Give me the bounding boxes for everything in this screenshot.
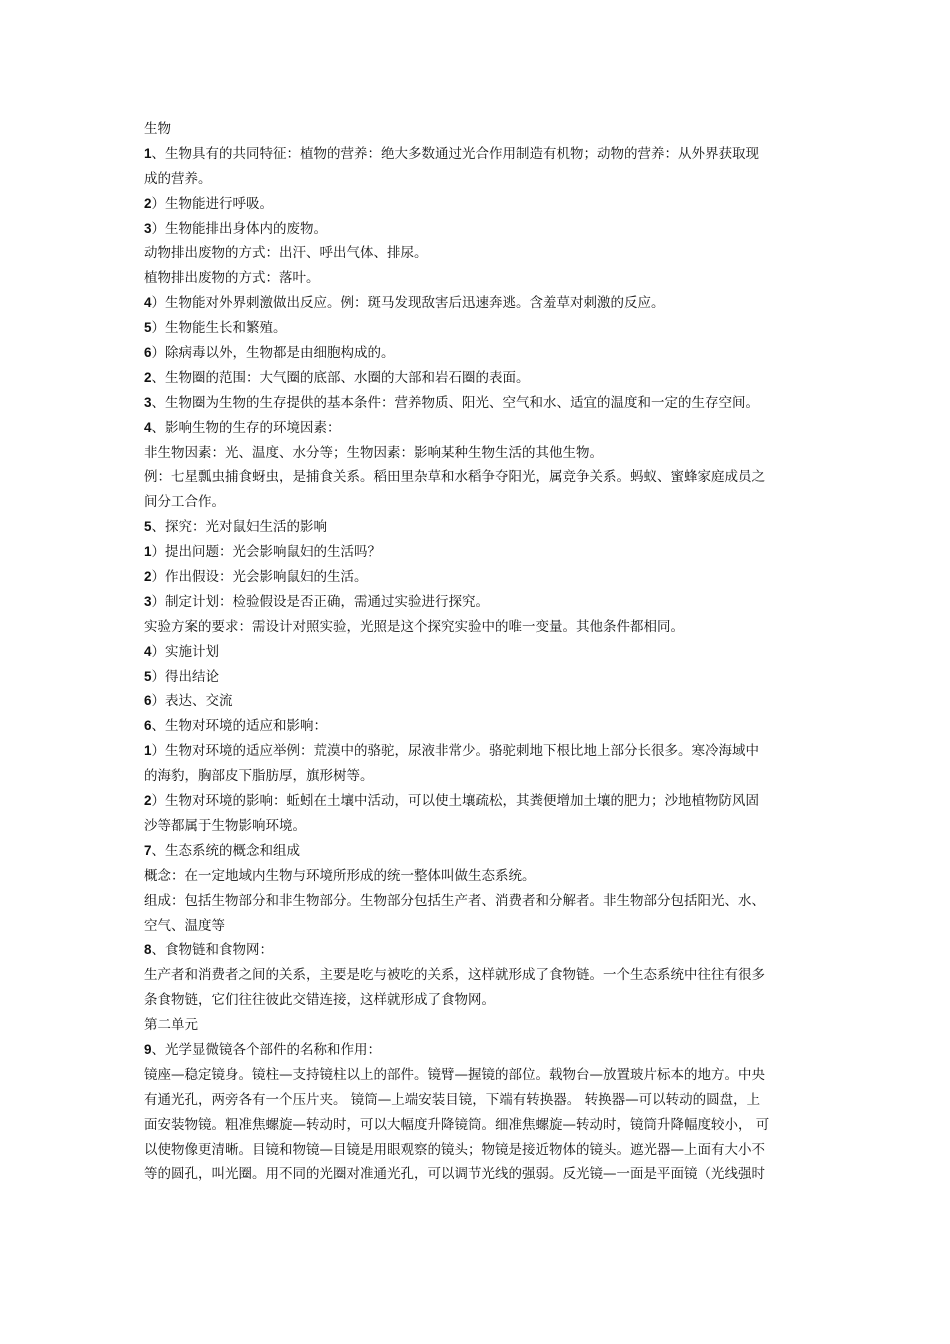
line-text: 、生物对环境的适应和影响：: [151, 718, 328, 735]
item-number: 6: [144, 718, 152, 734]
line-text: ）生物能排出身体内的废物。: [151, 220, 328, 237]
text-line: [144, 839, 812, 864]
item-number: 2: [144, 569, 152, 585]
text-line: [144, 366, 812, 391]
line-text: ）除病毒以外，生物都是由细胞构成的。: [151, 345, 395, 362]
text-line: [144, 938, 812, 963]
line-text: 概念：在一定地域内生物与环境所形成的统一整体叫做生态系统。: [144, 867, 536, 884]
item-number: 7: [144, 842, 152, 858]
item-number: 4: [144, 419, 152, 435]
line-text: ）实施计划: [151, 643, 220, 660]
text-line: [144, 117, 812, 142]
text-line: [144, 789, 812, 814]
text-line: [144, 266, 812, 291]
line-text: 第二单元: [144, 1017, 198, 1034]
line-text: 、食物链和食物网：: [151, 942, 274, 959]
text-line: [144, 615, 812, 640]
text-line: [144, 914, 812, 939]
line-text: ）表达、交流: [151, 693, 233, 710]
text-line: [144, 515, 812, 540]
line-text: ）生物对环境的适应举例：荒漠中的骆驼，尿液非常少。骆驼刺地下根比地上部分长很多。寒冷海域中: [151, 743, 760, 760]
line-text: ）生物能对外界刺激做出反应。例：斑马发现敌害后迅速奔逃。含羞草对刺激的反应。: [151, 295, 665, 312]
line-text: 、影响生物的生存的环境因素：: [151, 419, 341, 436]
line-text: 间分工合作。: [144, 494, 225, 511]
text-line: [144, 416, 812, 441]
line-text: 条食物链，它们往往彼此交错连接，这样就形成了食物网。: [144, 992, 495, 1009]
text-line: [144, 814, 812, 839]
item-number: 2: [144, 793, 152, 809]
line-text: 面安装物镜。粗准焦螺旋—转动时，可以大幅度升降镜筒。细准焦螺旋—转动时，镜筒升降幅度较小， 可: [144, 1116, 770, 1133]
text-line: [144, 192, 812, 217]
item-number: 3: [144, 593, 152, 609]
text-line: [144, 1113, 812, 1138]
text-line: [144, 889, 812, 914]
line-text: 动物排出废物的方式：出汗、呼出气体、排尿。: [144, 245, 428, 262]
text-line: [144, 640, 812, 665]
line-text: 、生物圈的范围：大气圈的底部、水圈的大部和岩石圈的表面。: [151, 369, 530, 386]
item-number: 5: [144, 320, 152, 336]
item-number: 1: [144, 145, 152, 161]
line-text: 组成：包括生物部分和非生物部分。生物部分包括生产者、消费者和分解者。非生物部分包括阳光、水、: [144, 892, 765, 909]
text-line: [144, 1013, 812, 1038]
item-number: 2: [144, 369, 152, 385]
text-line: [144, 988, 812, 1013]
item-number: 3: [144, 394, 152, 410]
item-number: 4: [144, 643, 152, 659]
line-text: ）生物对环境的影响：蚯蚓在土壤中活动，可以使土壤疏松，其粪便增加土壤的肥力；沙地植物防风固: [151, 793, 760, 810]
text-line: [144, 864, 812, 889]
line-text: 以使物像更清晰。目镜和物镜—目镜是用眼观察的镜头；物镜是接近物体的镜头。遮光器—上面有大小不: [144, 1141, 765, 1158]
item-number: 6: [144, 693, 152, 709]
text-line: [144, 1162, 812, 1187]
item-number: 9: [144, 1041, 152, 1057]
text-line: [144, 441, 812, 466]
text-line: [144, 391, 812, 416]
text-line: [144, 540, 812, 565]
text-line: [144, 241, 812, 266]
line-text: ）生物能生长和繁殖。: [151, 320, 287, 337]
line-text: 、生物圈为生物的生存提供的基本条件：营养物质、阳光、空气和水、适宜的温度和一定的生存空间。: [151, 394, 760, 411]
item-number: 6: [144, 345, 152, 361]
item-number: 5: [144, 668, 152, 684]
line-text: ）生物能进行呼吸。: [151, 195, 274, 212]
item-number: 5: [144, 519, 152, 535]
item-number: 1: [144, 544, 152, 560]
text-line: [144, 291, 812, 316]
line-text: 、光学显微镜各个部件的名称和作用：: [151, 1041, 382, 1058]
text-line: [144, 714, 812, 739]
line-text: 、生态系统的概念和组成: [151, 842, 301, 859]
text-line: [144, 665, 812, 690]
document-body: [144, 117, 812, 1187]
line-text: 植物排出废物的方式：落叶。: [144, 270, 320, 287]
line-text: ）制定计划：检验假设是否正确，需通过实验进行探究。: [151, 593, 490, 610]
line-text: 实验方案的要求：需设计对照实验，光照是这个探究实验中的唯一变量。其他条件都相同。: [144, 618, 684, 635]
text-line: [144, 764, 812, 789]
text-line: [144, 1063, 812, 1088]
text-line: [144, 1088, 812, 1113]
text-line: [144, 565, 812, 590]
text-line: [144, 167, 812, 192]
line-text: 例：七星瓢虫捕食蚜虫，是捕食关系。稻田里杂草和水稻争夺阳光，属竞争关系。蚂蚁、蜜蜂家庭成员之: [144, 469, 765, 486]
line-text: 、生物具有的共同特征：植物的营养：绝大多数通过光合作用制造有机物；动物的营养：从外界获取现: [151, 145, 760, 162]
line-text: 成的营养。: [144, 170, 212, 187]
text-line: [144, 490, 812, 515]
line-text: ）作出假设：光会影响鼠妇的生活。: [151, 569, 368, 586]
text-line: [144, 341, 812, 366]
line-text: 镜座—稳定镜身。镜柱—支持镜柱以上的部件。镜臂—握镜的部位。载物台—放置玻片标本的地方。中央: [144, 1066, 765, 1083]
line-text: 非生物因素：光、温度、水分等；生物因素：影响某种生物生活的其他生物。: [144, 444, 603, 461]
line-text: 等的圆孔，叫光圈。用不同的光圈对准通光孔，可以调节光线的强弱。反光镜—一面是平面镜（光线强时: [144, 1166, 765, 1183]
item-number: 4: [144, 295, 152, 311]
text-line: [144, 1138, 812, 1163]
line-text: 生物: [144, 121, 171, 137]
text-line: [144, 739, 812, 764]
line-text: 沙等都属于生物影响环境。: [144, 817, 306, 834]
line-text: 空气、温度等: [144, 917, 225, 934]
line-text: 、探究：光对鼠妇生活的影响: [151, 519, 328, 536]
item-number: 8: [144, 942, 152, 958]
text-line: [144, 465, 812, 490]
text-line: [144, 1038, 812, 1063]
text-line: [144, 590, 812, 615]
text-line: [144, 142, 812, 167]
line-text: ）提出问题：光会影响鼠妇的生活吗？: [151, 544, 382, 561]
line-text: ）得出结论: [151, 668, 220, 685]
text-line: [144, 316, 812, 341]
line-text: 的海豹，胸部皮下脂肪厚，旗形树等。: [144, 768, 374, 785]
item-number: 1: [144, 743, 152, 759]
item-number: 3: [144, 220, 152, 236]
item-number: 2: [144, 195, 152, 211]
text-line: [144, 217, 812, 242]
text-line: [144, 689, 812, 714]
line-text: 有通光孔，两旁各有一个压片夹。 镜筒—上端安装目镜，下端有转换器。 转换器—可以转动的圆盘，上: [144, 1091, 761, 1108]
line-text: 生产者和消费者之间的关系，主要是吃与被吃的关系，这样就形成了食物链。一个生态系统中往往有很多: [144, 967, 765, 984]
text-line: [144, 963, 812, 988]
